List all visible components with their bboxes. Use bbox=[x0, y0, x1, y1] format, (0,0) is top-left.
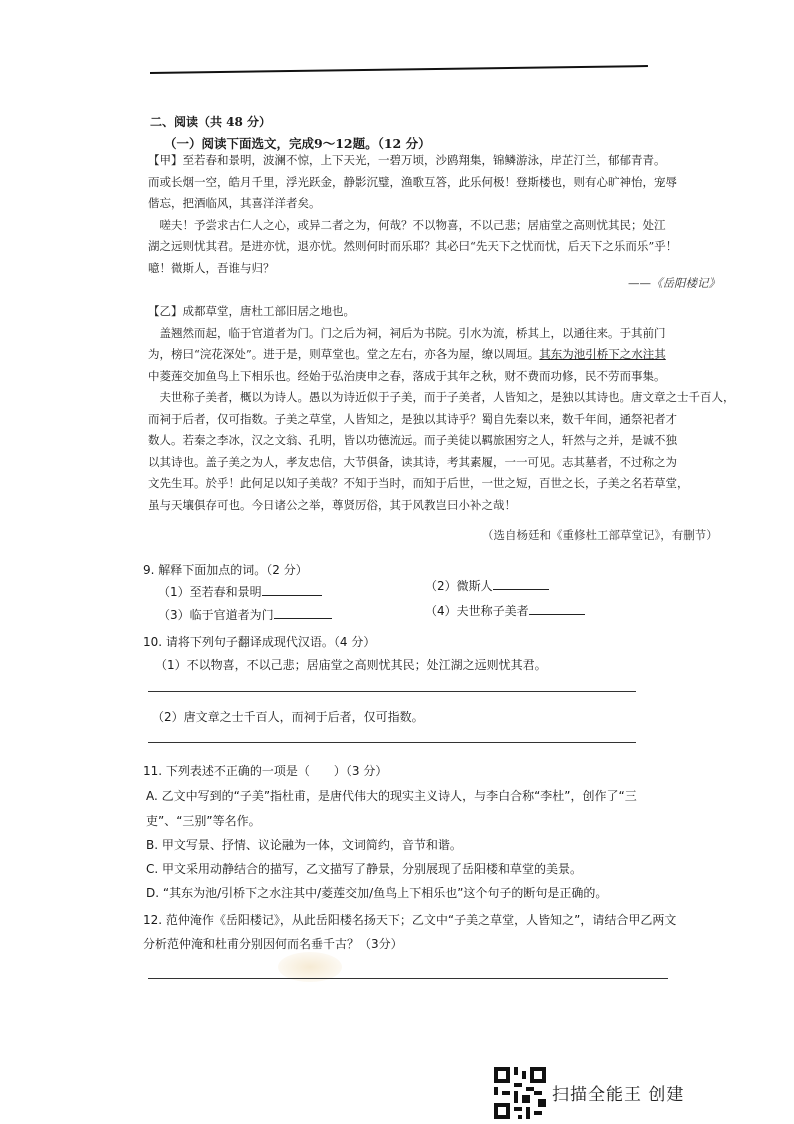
passage-yi-line: 夫世称子美者，概以为诗人。愚以为诗近似于子美，而于子美者，人皆知之，是独以其诗也。唐文章之士千百人， bbox=[148, 390, 735, 404]
q10-sentence-1: （1）不以物喜，不以己悲；居庙堂之高则忧其民；处江湖之远则忧其君。 bbox=[155, 658, 547, 672]
q9-item-2 bbox=[425, 577, 549, 594]
passage-jia-line: 【甲】至若春和景明，波澜不惊，上下天光，一碧万顷，沙鸥翔集，锦鳞游泳，岸芷汀兰，郁郁青青。 bbox=[148, 153, 666, 167]
subsection-title: （一）阅读下面选文，完成9～12题。（12 分） bbox=[164, 136, 431, 151]
q10-sentence-2: （2）唐文章之士千百人，而祠于后者，仅可指数。 bbox=[152, 710, 424, 724]
passage-jia-line: 而或长烟一空，皓月千里，浮光跃金，静影沉璧，渔歌互答，此乐何极！登斯楼也，则有心旷神怡，宠辱 bbox=[148, 174, 677, 189]
passage-yi-line: 文先生耳。於乎！此何足以知子美哉？不知于当时，而知于后世，一世之短，百世之长，子美之名若草堂， bbox=[148, 476, 689, 490]
passage-yi-line: 【乙】成都草堂，唐杜工部旧居之地也。 bbox=[148, 304, 355, 318]
q9-blank-2[interactable] bbox=[493, 577, 549, 590]
q9-title: 9. 解释下面加点的词。（2 分） bbox=[143, 563, 308, 577]
section-title: 二、阅读（共 48 分） bbox=[150, 115, 272, 129]
q9-item-text: （4）夫世称子美者 bbox=[425, 604, 529, 618]
q9-blank-3[interactable] bbox=[274, 606, 332, 619]
source-jia: ——《岳阳楼记》 bbox=[628, 276, 720, 290]
q9-item-3 bbox=[158, 606, 332, 623]
scanner-watermark: 扫描全能王 创建 bbox=[552, 1085, 685, 1105]
q9-blank-4[interactable] bbox=[529, 602, 585, 615]
q9-item-4 bbox=[425, 602, 585, 619]
q12-line-2: 分析范仲淹和杜甫分别因何而名垂千古？（3分） bbox=[143, 937, 403, 951]
underlined-segment: 其东为池引桥下之水注其 bbox=[539, 347, 666, 361]
passage-yi-line: 数人。若秦之李冰，汉之文翁、孔明，皆以功德流远。而子美徒以羁旅困穷之人，轩然与之并，是诚不独 bbox=[148, 433, 677, 447]
q11-title: 11. 下列表述不正确的一项是（ ）（3 分） bbox=[143, 764, 388, 778]
q10-title: 10. 请将下列句子翻译成现代汉语。（4 分） bbox=[143, 635, 376, 649]
passage-yi-line: 盖翘然而起，临于官道者为门。门之后为祠，祠后为书院。引水为流，桥其上，以通往来。于其前门 bbox=[148, 325, 666, 340]
passage-yi-line: 而祠于后者，仅可指数。子美之草堂，人皆知之，是独以其诗乎？蜀自先秦以来，数千年间，通祭祀者才 bbox=[148, 411, 677, 426]
passage-yi-line: 虽与天壤俱存可也。今日诸公之举，尊贤厉俗，其于风教岂曰小补之哉！ bbox=[148, 497, 516, 512]
passage-jia-line: 嗟夫！予尝求古仁人之心，或异二者之为，何哉？不以物喜，不以己悲；居庙堂之高则忧其民；处江 bbox=[148, 217, 666, 232]
q9-item-1 bbox=[158, 583, 322, 600]
passage-jia-line: 偕忘，把酒临风，其喜洋洋者矣。 bbox=[148, 196, 321, 210]
passage-yi bbox=[148, 301, 735, 516]
q11-option-b: B. 甲文写景、抒情、议论融为一体，文词简约，音节和谐。 bbox=[146, 838, 462, 852]
q12-line-1: 12. 范仲淹作《岳阳楼记》，从此岳阳楼名扬天下；乙文中“子美之草堂，人皆知之”，请结合甲乙两文 bbox=[143, 913, 677, 927]
answer-line[interactable] bbox=[148, 978, 668, 979]
passage-jia-line: 噫！微斯人，吾谁与归？ bbox=[148, 260, 275, 275]
q9-blank-1[interactable] bbox=[262, 583, 322, 596]
source-yi: （选自杨廷和《重修杜工部草堂记》，有删节） bbox=[482, 528, 718, 542]
top-divider bbox=[150, 65, 648, 74]
qr-code-icon bbox=[494, 1067, 546, 1119]
q9-item-text: （2）微斯人 bbox=[425, 579, 493, 593]
answer-line[interactable] bbox=[148, 742, 636, 743]
q11-option-a-line1: A. 乙文中写到的“子美”指杜甫，是唐代伟大的现实主义诗人，与李白合称“李杜”，创作了“三 bbox=[146, 789, 637, 803]
passage-yi-line: 中菱莲交加鱼鸟上下相乐也。经始于弘治庚申之春，落成于其年之秋，财不费而功修，民不劳而事集。 bbox=[148, 368, 666, 383]
passage-yi-line: 以其诗也。盖子美之为人，孝友忠信，大节俱备，读其诗，考其素履，一一可见。志其墓者，不过称之为 bbox=[148, 454, 677, 469]
passage-yi-text: 为，榜曰“浣花深处”。进于是，则草堂也。堂之左右，亦各为屋，缭以周垣。 bbox=[148, 347, 540, 361]
q11-option-c: C. 甲文采用动静结合的描写，乙文描写了静景，分别展现了岳阳楼和草堂的美景。 bbox=[146, 862, 583, 876]
q9-item-text: （1）至若春和景明 bbox=[158, 585, 262, 599]
passage-jia bbox=[148, 150, 728, 279]
q11-option-a-line2: 吏”、“三别”等名作。 bbox=[146, 814, 261, 828]
passage-jia-line: 湖之远则忧其君。是进亦忧，退亦忧。然则何时而乐耶？其必曰“先天下之忧而忧，后天下之乐而乐”乎！ bbox=[148, 239, 678, 253]
answer-line[interactable] bbox=[148, 691, 636, 692]
passage-yi-line bbox=[148, 344, 728, 366]
q9-item-text: （3）临于官道者为门 bbox=[158, 608, 274, 622]
q11-option-d: D. “其东为池/引桥下之水注其中/菱莲交加/鱼鸟上下相乐也”这个句子的断句是正确的。 bbox=[146, 886, 608, 900]
